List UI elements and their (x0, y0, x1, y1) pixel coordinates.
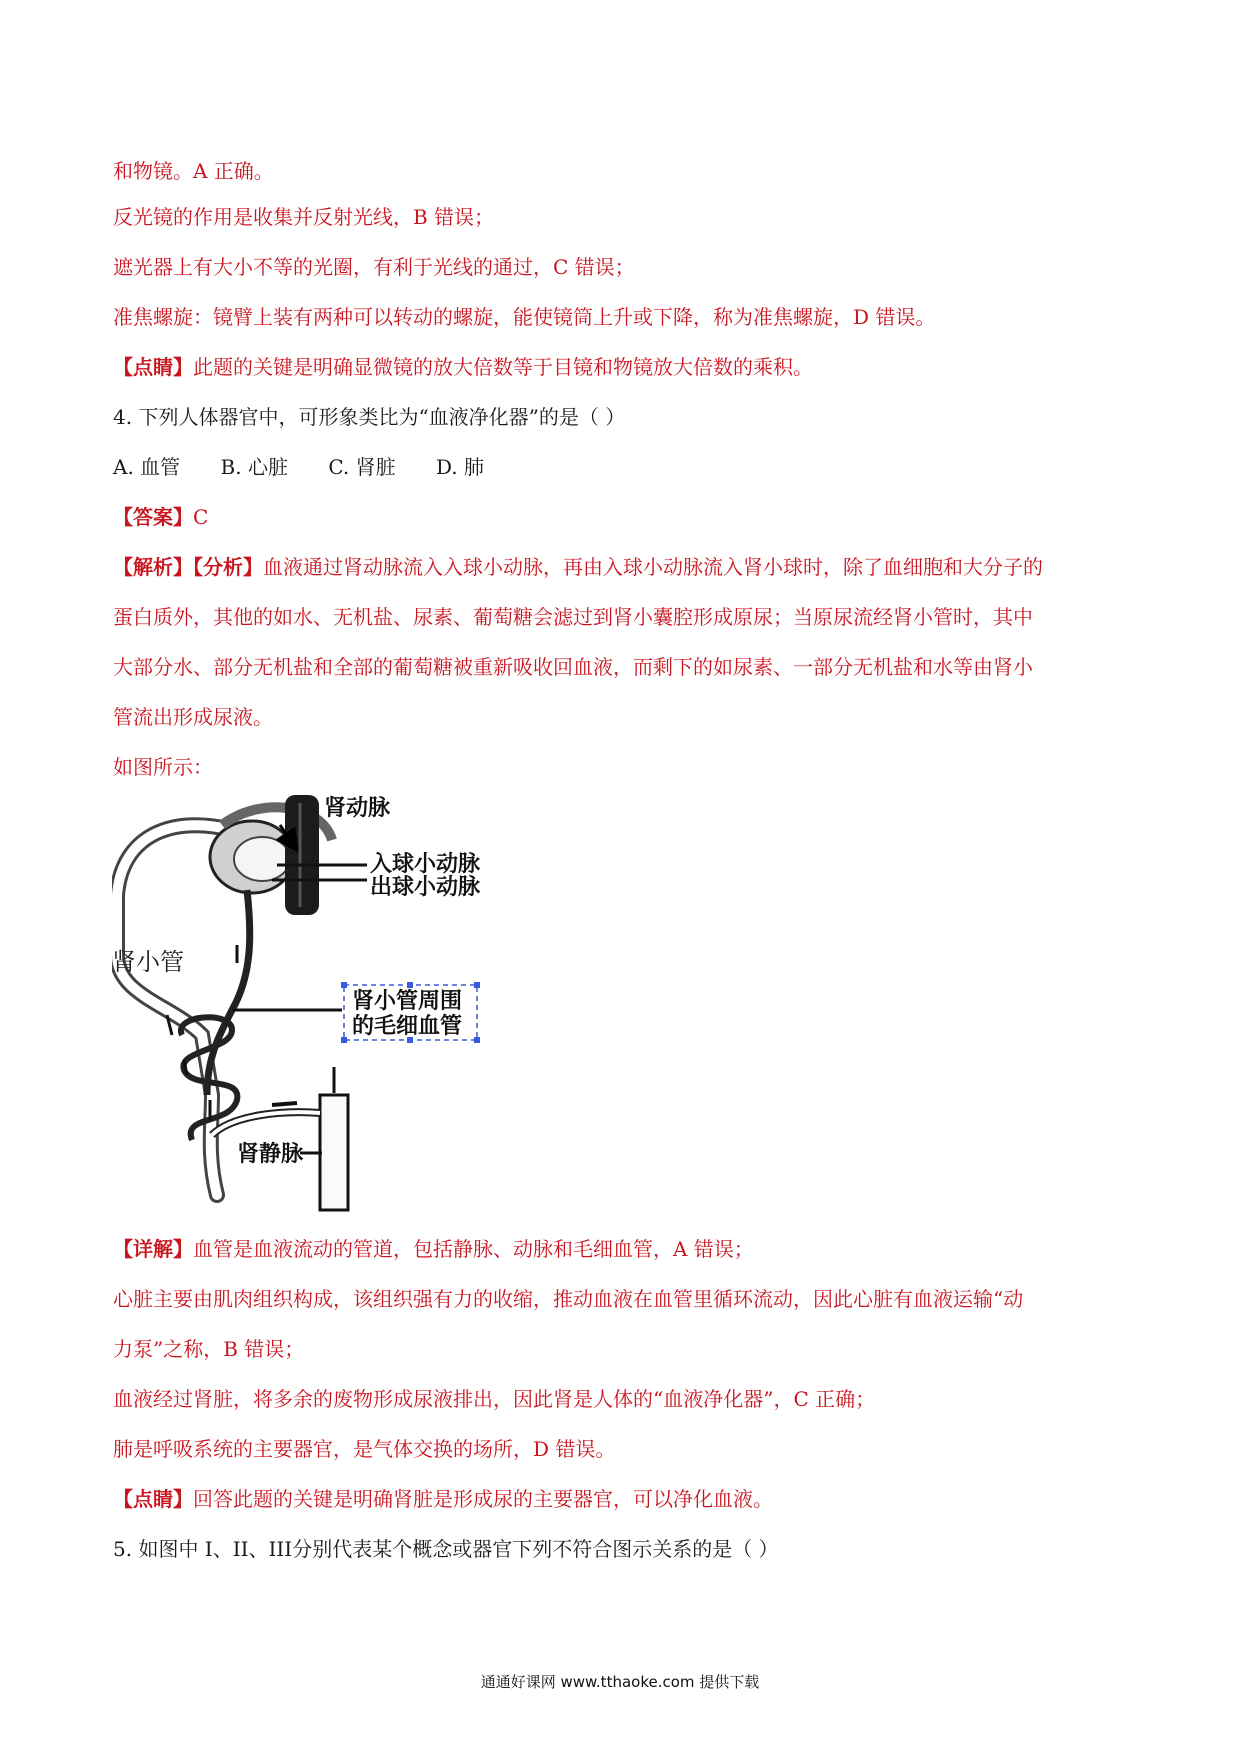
text-line: 准焦螺旋：镜臂上装有两种可以转动的螺旋，能使镜筒上升或下降，称为准焦螺旋，D 错误。 (113, 305, 936, 329)
detail-line: 血液经过肾脏，将多余的废物形成尿液排出，因此肾是人体的“血液净化器”，C 正确； (113, 1387, 876, 1411)
question-4-options (113, 453, 518, 481)
option-c: C. 肾脏 (328, 455, 396, 479)
tip-tag: 【点睛】 (113, 355, 193, 379)
detail-line: 肺是呼吸系统的主要器官，是气体交换的场所，D 错误。 (113, 1437, 616, 1461)
option-d: D. 肺 (435, 455, 485, 479)
tip-text: 回答此题的关键是明确肾脏是形成尿的主要器官，可以净化血液。 (193, 1487, 773, 1511)
text-line: 遮光器上有大小不等的光圈，有利于光线的通过，C 错误； (113, 255, 635, 279)
text-line: 反光镜的作用是收集并反射光线，B 错误； (113, 205, 495, 229)
detail-text: 血管是血液流动的管道，包括静脉、动脉和毛细血管，A 错误； (193, 1237, 754, 1261)
answer-value: C (193, 505, 209, 529)
analysis-tag: 【解析】【分析】 (113, 555, 263, 579)
analysis-line (113, 553, 1043, 581)
label-capillary-2: 的毛细血管 (352, 1014, 463, 1039)
question-4-stem: 4. 下列人体器官中，可形象类比为“血液净化器”的是（ ） (113, 405, 626, 429)
text-line: 和物镜。A 正确。 (113, 159, 274, 183)
detail-line: 力泵”之称，B 错误； (113, 1337, 305, 1361)
analysis-line: 大部分水、部分无机盐和全部的葡萄糖被重新吸收回血液，而剩下的如尿素、一部分无机盐和水等由肾小 (113, 655, 1033, 679)
as-shown-line: 如图所示： (113, 755, 213, 779)
label-tubule: 肾小管 (112, 948, 184, 976)
label-efferent: 出球小动脉 (370, 875, 481, 900)
page-footer: 通通好课网 www.tthaoke.com 提供下载 (480, 1673, 760, 1691)
detail-line (113, 1235, 754, 1263)
question-5-stem: 5. 如图中 I、II、III分别代表某个概念或器官下列不符合图示关系的是（ ） (113, 1537, 779, 1561)
kidney-nephron-figure (112, 795, 552, 1215)
tip-text: 此题的关键是明确显微镜的放大倍数等于目镜和物镜放大倍数的乘积。 (193, 355, 813, 379)
tip-tag: 【点睛】 (113, 1487, 193, 1511)
answer-tag: 【答案】 (113, 505, 193, 529)
label-afferent: 入球小动脉 (370, 852, 481, 877)
tip-line (113, 1485, 773, 1513)
analysis-text: 血液通过肾动脉流入入球小动脉，再由入球小动脉流入肾小球时，除了血细胞和大分子的 (263, 555, 1043, 579)
detail-line: 心脏主要由肌肉组织构成，该组织强有力的收缩，推动血液在血管里循环流动，因此心脏有血液运输“动 (113, 1287, 1024, 1311)
detail-tag: 【详解】 (113, 1237, 193, 1261)
label-renal-vein: 肾静脉 (237, 1142, 304, 1167)
option-b: B. 心脏 (220, 455, 288, 479)
option-a: A. 血管 (113, 455, 181, 479)
analysis-line: 管流出形成尿液。 (113, 705, 273, 729)
analysis-line: 蛋白质外，其他的如水、无机盐、尿素、葡萄糖会滤过到肾小囊腔形成原尿；当原尿流经肾小管时，其中 (113, 605, 1033, 629)
answer-line (113, 503, 208, 531)
label-capillary-1: 肾小管周围 (352, 989, 463, 1014)
label-renal-artery: 肾动脉 (324, 796, 391, 821)
tip-line (113, 353, 813, 381)
